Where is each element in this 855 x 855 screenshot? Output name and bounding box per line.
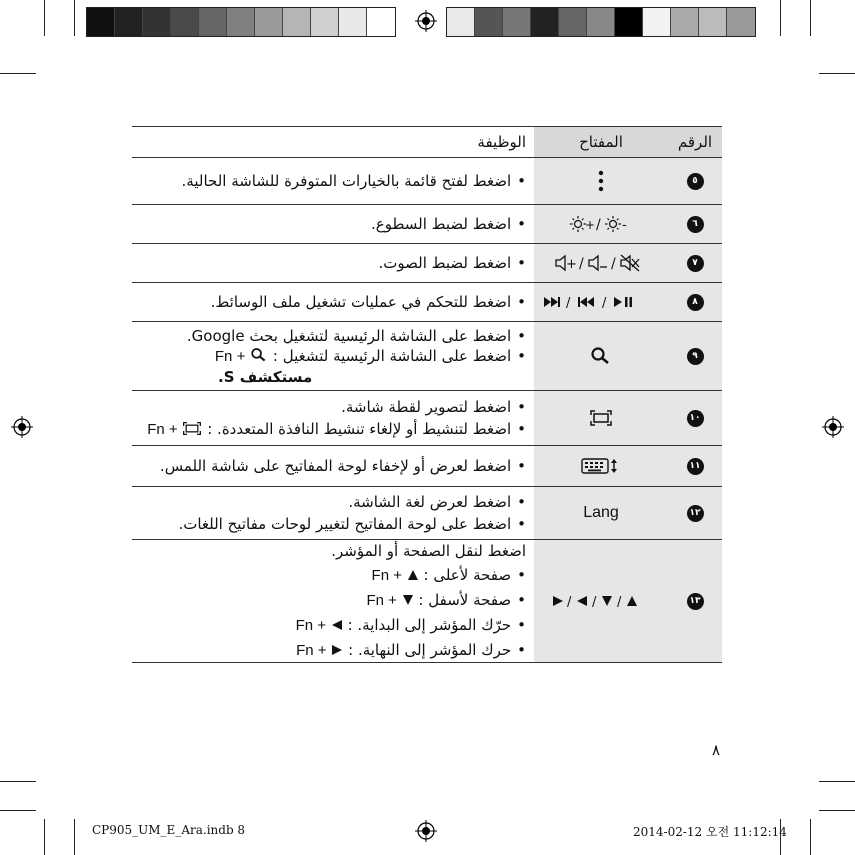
- table-row: [132, 540, 722, 663]
- footer-timestamp: 2014-02-12 오전 11:12:14: [633, 825, 787, 839]
- registration-mark-top-icon: [415, 10, 437, 32]
- registration-mark-left-icon: [11, 416, 33, 438]
- function-text: اضغط لنقل الصفحة أو المؤشر.: [331, 542, 526, 560]
- crop-mark: [0, 781, 36, 782]
- page-number: ٨: [712, 741, 721, 759]
- function-text: • اضغط للتحكم في عمليات تشغيل ملف الوسائط.: [138, 290, 526, 314]
- footer-file-name: CP905_UM_E_Ara.indb 8: [92, 823, 246, 837]
- svg-text:/: /: [592, 595, 597, 609]
- table-row: [132, 446, 722, 487]
- crop-mark: [74, 0, 75, 36]
- table-header: [132, 127, 722, 158]
- function-text-fn: • حرك المؤشر إلى النهاية. : Fn +: [138, 638, 526, 663]
- svg-text:/: /: [567, 595, 572, 609]
- registration-mark-bottom-icon: [415, 820, 437, 842]
- function-text: مستكشف S.: [218, 367, 313, 386]
- svg-text:/: /: [596, 217, 601, 233]
- screenshot-icon: [589, 409, 613, 427]
- table-row: [132, 244, 722, 283]
- function-text-fn: • صفحة لأسفل : Fn +: [138, 588, 526, 613]
- crop-mark: [0, 810, 36, 811]
- column-header-function: الوظيفة: [477, 133, 526, 151]
- media-control-icons: [542, 294, 660, 310]
- row-number-badge: ٥: [687, 173, 704, 190]
- function-text-fn: • اضغط لتنشيط أو لإلغاء تنشيط النافذة المتعددة. : Fn +: [138, 418, 526, 441]
- function-text: • اضغط لتصوير لقطة شاشة.: [138, 396, 526, 418]
- fn-key-label: Fn +: [296, 642, 327, 659]
- function-text: صفحة لأعلى: [433, 566, 512, 584]
- keyboard-toggle-icon: [581, 457, 621, 475]
- function-text: • اضغط لضبط السطوع.: [138, 212, 526, 236]
- table-row: [132, 391, 722, 446]
- lang-key-label: Lang: [583, 504, 619, 521]
- screenshot-icon: [182, 421, 202, 436]
- crop-mark: [819, 810, 855, 811]
- registration-mark-right-icon: [822, 416, 844, 438]
- function-text: اضغط لتنشيط أو لإلغاء تنشيط النافذة المتعددة.: [217, 419, 512, 438]
- color-calibration-bar-right: [446, 7, 756, 37]
- fn-key-label: Fn +: [295, 617, 327, 634]
- volume-icons: [553, 253, 649, 273]
- search-icon: [590, 346, 612, 366]
- vertical-ellipsis-icon: [596, 170, 606, 192]
- row-number-badge: ١٠: [687, 410, 704, 427]
- table-row: [132, 205, 722, 244]
- function-text-fn: • صفحة لأعلى : Fn +: [138, 563, 526, 588]
- row-number-badge: ١٢: [687, 505, 704, 522]
- crop-mark: [810, 0, 811, 36]
- fn-key-label: Fn +: [371, 567, 402, 584]
- crop-mark: [810, 819, 811, 855]
- down-arrow-icon: [402, 594, 414, 606]
- function-text: • اضغط لضبط الصوت.: [138, 251, 526, 275]
- fn-key-label: Fn +: [214, 347, 246, 365]
- crop-mark: [780, 0, 781, 36]
- function-text: • اضغط على الشاشة الرئيسية لتشغيل بحث Google.: [138, 326, 526, 346]
- row-number-badge: ١١: [687, 458, 704, 475]
- table-row: [132, 322, 722, 391]
- crop-mark: [74, 819, 75, 855]
- row-number-badge: ٧: [687, 255, 704, 272]
- key-function-table: [132, 126, 722, 663]
- function-text-fn: • حرّك المؤشر إلى البداية. : Fn +: [138, 613, 526, 638]
- function-text: • اضغط لعرض لغة الشاشة.: [138, 491, 526, 513]
- arrow-keys-icons: [551, 593, 651, 609]
- fn-key-label: Fn +: [147, 420, 178, 438]
- svg-text:/: /: [617, 595, 622, 609]
- column-header-number: الرقم: [677, 133, 713, 151]
- table-row: [132, 158, 722, 205]
- row-number-badge: ١٣: [687, 593, 704, 610]
- crop-mark: [819, 781, 855, 782]
- svg-text:-: -: [622, 218, 627, 233]
- crop-mark: [0, 73, 36, 74]
- svg-text:+: +: [585, 218, 596, 232]
- crop-mark: [44, 0, 45, 36]
- color-calibration-bar-left: [86, 7, 396, 37]
- function-text: • اضغط لفتح قائمة بالخيارات المتوفرة للشاشة الحالية.: [138, 169, 526, 193]
- up-arrow-icon: [407, 569, 419, 581]
- crop-mark: [44, 819, 45, 855]
- table-row: [132, 283, 722, 322]
- search-icon: [250, 347, 268, 363]
- svg-text:/: /: [611, 256, 616, 272]
- function-text: حرك المؤشر إلى النهاية.: [357, 641, 512, 659]
- fn-key-label: Fn +: [366, 592, 397, 609]
- function-text: اضغط على الشاشة الرئيسية لتشغيل: [282, 346, 512, 365]
- row-number-badge: ٨: [687, 294, 704, 311]
- right-arrow-icon: [331, 644, 343, 656]
- svg-text:/: /: [579, 256, 584, 272]
- svg-text:/: /: [566, 296, 571, 310]
- brightness-icons: [568, 214, 634, 234]
- function-text-fn: • اضغط على الشاشة الرئيسية لتشغيل : Fn +: [138, 346, 526, 367]
- function-text: صفحة لأسفل: [428, 591, 512, 609]
- svg-text:/: /: [602, 296, 607, 310]
- row-number-badge: ٦: [687, 216, 704, 233]
- svg-text:+: +: [566, 257, 577, 272]
- table-row: [132, 487, 722, 540]
- crop-mark: [819, 73, 855, 74]
- left-arrow-icon: [331, 619, 343, 631]
- function-text: • اضغط على لوحة المفاتيح لتغيير لوحات مفاتيح اللغات.: [138, 513, 526, 535]
- function-text: حرّك المؤشر إلى البداية.: [357, 616, 512, 634]
- function-text: • اضغط لعرض أو لإخفاء لوحة المفاتيح على شاشة اللمس.: [138, 454, 526, 478]
- row-number-badge: ٩: [687, 348, 704, 365]
- column-header-key: المفتاح: [579, 133, 623, 151]
